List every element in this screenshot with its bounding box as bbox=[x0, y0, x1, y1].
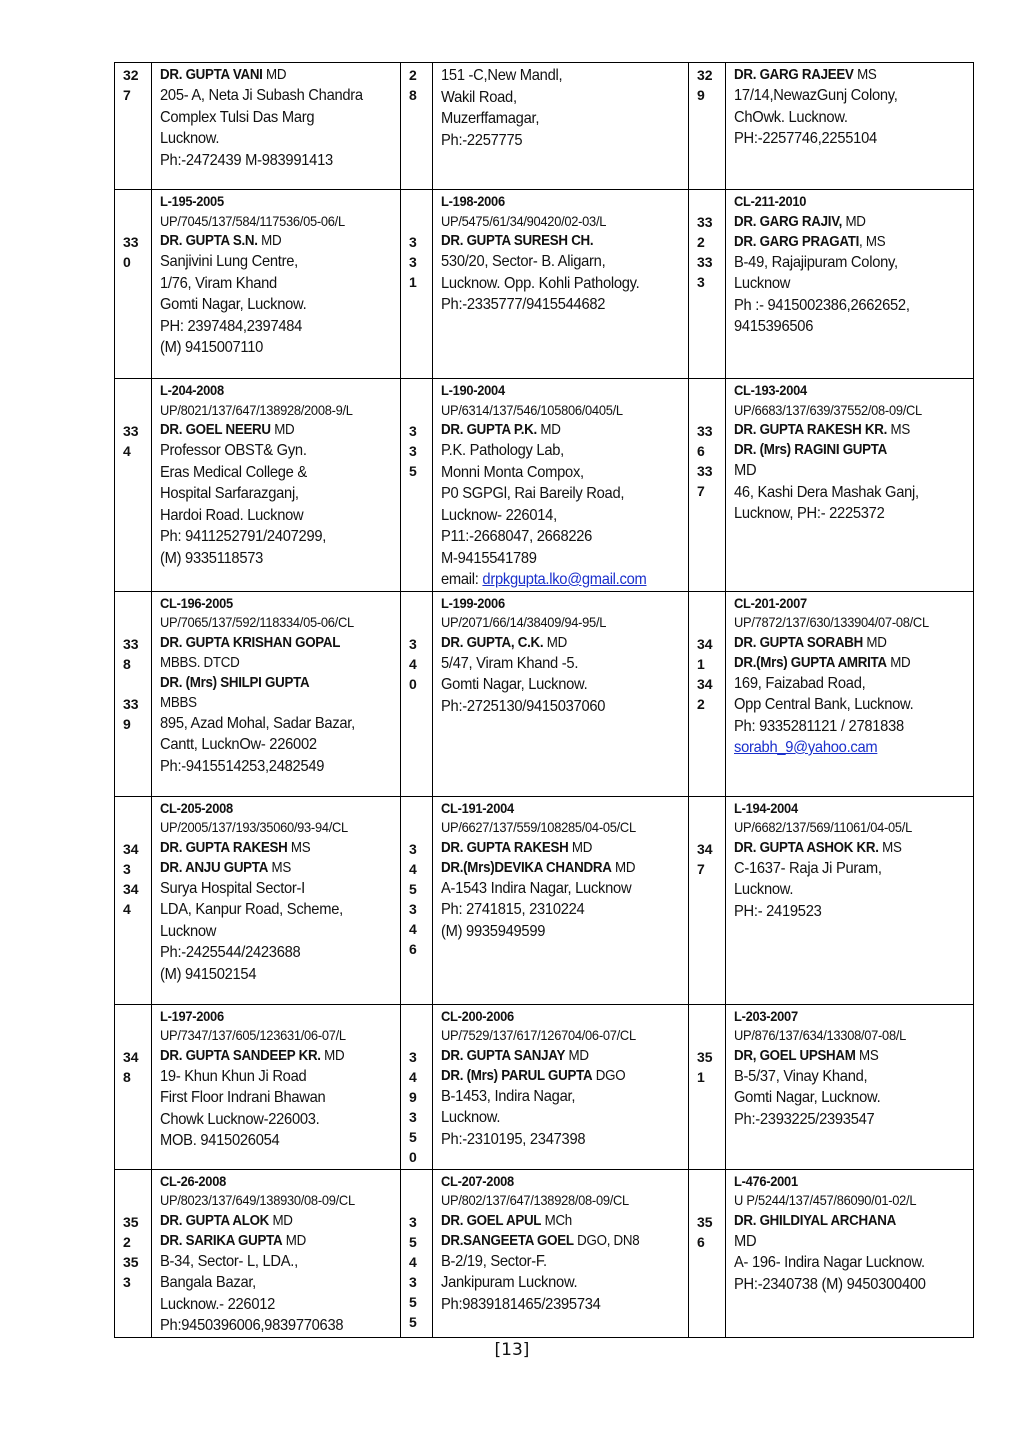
doctor-entry bbox=[433, 796, 689, 1004]
address-line: 169, Faizabad Road, bbox=[734, 674, 866, 692]
doctor-line bbox=[160, 1231, 394, 1251]
registration-number: CL-211-2010 bbox=[734, 193, 807, 209]
entry-content bbox=[441, 65, 682, 151]
doctor-line bbox=[441, 858, 682, 878]
doctor-degree: MD bbox=[536, 422, 561, 438]
doctor-degree: MD bbox=[282, 1232, 306, 1249]
entry-content bbox=[160, 381, 394, 569]
doctor-entry bbox=[433, 190, 689, 379]
address-line: Gomti Nagar, Lucknow. bbox=[441, 676, 588, 693]
address-line: 205- A, Neta Ji Subash Chandra bbox=[160, 87, 363, 104]
address-line: Eras Medical College & bbox=[160, 463, 307, 481]
doctor-line bbox=[160, 420, 394, 440]
doctor-degree: MS bbox=[853, 67, 877, 83]
email-line bbox=[734, 737, 967, 759]
doctor-line bbox=[441, 1211, 682, 1231]
entry-content bbox=[734, 381, 967, 525]
entry-content bbox=[441, 192, 682, 316]
page-number: [13] bbox=[494, 1340, 530, 1360]
address-line: 9415396506 bbox=[734, 318, 814, 335]
doctor-name: DR. GUPTA ASHOK KR. bbox=[734, 839, 879, 856]
doctor-degree: MS bbox=[268, 859, 291, 876]
qualification-line: MBBS bbox=[160, 694, 197, 711]
address-line: 1/76, Viram Khand bbox=[160, 274, 277, 292]
address-line: MD bbox=[734, 462, 757, 479]
address-line: Muzerffamagar, bbox=[441, 110, 540, 127]
doctor-entry bbox=[433, 1004, 689, 1169]
address-line: B-49, Rajajipuram Colony, bbox=[734, 253, 898, 271]
doctor-entry bbox=[726, 1169, 974, 1337]
address-line: Ph:-2257775 bbox=[441, 131, 523, 149]
address-line: (M) 9335118573 bbox=[160, 549, 264, 567]
address-line: Complex Tulsi Das Marg bbox=[160, 108, 315, 126]
table-row bbox=[115, 379, 974, 592]
doctor-directory-table bbox=[114, 62, 974, 1338]
doctor-line bbox=[160, 673, 394, 693]
address-line: Opp Central Bank, Lucknow. bbox=[734, 696, 914, 713]
doctor-degree: MD bbox=[320, 1047, 345, 1064]
serial-number: 3 3 5 bbox=[401, 379, 433, 592]
serial-number: 32 9 bbox=[689, 63, 726, 190]
doctor-name: DR.(Mrs) GUPTA AMRITA bbox=[734, 654, 887, 671]
registration-number: CL-201-2007 bbox=[734, 594, 807, 611]
entry-content bbox=[160, 192, 394, 359]
up-code: UP/7347/137/605/123631/06-07/L bbox=[160, 1027, 346, 1043]
doctor-entry bbox=[152, 190, 401, 379]
up-code: UP/2071/66/14/38409/94-95/L bbox=[441, 614, 607, 630]
address-line: Ph: 9335281121 / 2781838 bbox=[734, 717, 904, 735]
doctor-degree: MCh bbox=[541, 1212, 572, 1229]
registration-number: CL-191-2004 bbox=[441, 799, 514, 816]
doctor-degree: DGO bbox=[592, 1067, 626, 1084]
doctor-entry bbox=[726, 379, 974, 592]
address-line: P0 SGPGl, Rai Bareily Road, bbox=[441, 485, 625, 502]
up-code: UP/8021/137/647/138928/2008-9/L bbox=[160, 401, 353, 418]
doctor-entry bbox=[433, 1169, 689, 1337]
registration-number: CL-26-2008 bbox=[160, 1172, 226, 1189]
entry-content bbox=[441, 1172, 682, 1316]
table-row bbox=[115, 796, 974, 1004]
email-label: email: bbox=[441, 571, 483, 588]
address-line: (M) 9415007110 bbox=[160, 339, 264, 356]
table-row bbox=[115, 1169, 974, 1337]
doctor-degree: MD bbox=[270, 422, 295, 438]
address-line: (M) 941502154 bbox=[160, 965, 257, 983]
doctor-degree: MD bbox=[842, 213, 866, 230]
address-line: PH:-2340738 (M) 9450300400 bbox=[734, 1275, 926, 1293]
entry-content bbox=[441, 1007, 682, 1151]
doctor-name: DR. SARIKA GUPTA bbox=[160, 1232, 283, 1249]
registration-number: CL-193-2004 bbox=[734, 382, 807, 398]
doctor-entry bbox=[152, 796, 401, 1004]
doctor-degree: DGO, DN8 bbox=[573, 1232, 640, 1249]
address-line: Gomti Nagar, Lucknow. bbox=[160, 296, 307, 313]
address-line: First Floor Indrani Bhawan bbox=[160, 1089, 326, 1106]
registration-number: L-195-2005 bbox=[160, 193, 224, 209]
doctor-entry bbox=[152, 591, 401, 796]
up-code: UP/6314/137/546/105806/0405/L bbox=[441, 401, 623, 418]
doctor-degree: MD bbox=[886, 654, 911, 671]
address-line: PH:-2257746,2255104 bbox=[734, 130, 877, 147]
address-line: Gomti Nagar, Lucknow. bbox=[734, 1089, 881, 1106]
doctor-line bbox=[160, 1211, 394, 1231]
doctor-line bbox=[441, 633, 682, 653]
address-line: Ph:9450396006,9839770638 bbox=[160, 1317, 344, 1334]
address-line: Lucknow. Opp. Kohli Pathology. bbox=[441, 274, 640, 292]
table-row bbox=[115, 63, 974, 190]
address-line: B-34, Sector- L, LDA., bbox=[160, 1252, 298, 1270]
entry-content bbox=[160, 1007, 394, 1152]
qualification-line: MBBS. DTCD bbox=[160, 654, 240, 671]
doctor-name: DR. GUPTA RAKESH KR. bbox=[734, 422, 888, 438]
up-code: UP/876/137/634/13308/07-08/L bbox=[734, 1027, 907, 1043]
up-code: UP/2005/137/193/35060/93-94/CL bbox=[160, 819, 348, 835]
doctor-name: DR. (Mrs) SHILPI GUPTA bbox=[160, 674, 310, 691]
address-line: Lucknow. bbox=[734, 881, 794, 898]
doctor-name: DR. ANJU GUPTA bbox=[160, 859, 269, 876]
address-line: 46, Kashi Dera Mashak Ganj, bbox=[734, 483, 919, 501]
email-link[interactable]: sorabh_9@yahoo.cam bbox=[734, 739, 878, 756]
registration-number: L-204-2008 bbox=[160, 382, 224, 398]
doctor-degree: MD bbox=[262, 67, 287, 83]
doctor-entry bbox=[726, 190, 974, 379]
doctor-line bbox=[441, 231, 682, 251]
doctor-line bbox=[441, 420, 682, 440]
address-line: P11:-2668047, 2668226 bbox=[441, 528, 593, 545]
address-line: Wakil Road, bbox=[441, 88, 517, 106]
serial-number: 3 5 4 3 5 5 bbox=[401, 1169, 433, 1337]
up-code: UP/5475/61/34/90420/02-03/L bbox=[441, 212, 607, 229]
doctor-line bbox=[734, 653, 967, 673]
address-line: PH:- 2419523 bbox=[734, 902, 822, 920]
up-code: UP/8023/137/649/138930/08-09/CL bbox=[160, 1192, 355, 1208]
email-line bbox=[441, 569, 682, 591]
doctor-degree: MD bbox=[257, 233, 282, 249]
doctor-name: DR. GOEL NEERU bbox=[160, 422, 271, 438]
address-line: PH: 2397484,2397484 bbox=[160, 317, 303, 335]
serial-number: 2 8 bbox=[401, 63, 433, 190]
doctor-name: DR. GOEL APUL bbox=[441, 1212, 542, 1229]
doctor-name: DR. GUPTA, C.K. bbox=[441, 634, 544, 651]
doctor-degree: MS bbox=[878, 839, 902, 856]
registration-number: L-203-2007 bbox=[734, 1007, 798, 1024]
doctor-name: DR. GUPTA SANJAY bbox=[441, 1047, 566, 1064]
doctor-name: DR. GUPTA SORABH bbox=[734, 634, 863, 651]
doctor-line bbox=[734, 1046, 967, 1066]
address-line: M-9415541789 bbox=[441, 549, 537, 567]
entry-content bbox=[734, 1172, 967, 1296]
doctor-entry bbox=[433, 591, 689, 796]
serial-number: 34 1 34 2 bbox=[689, 591, 726, 796]
address-line: Surya Hospital Sector-I bbox=[160, 879, 306, 897]
address-line: Ph: 2741815, 2310224 bbox=[441, 901, 585, 918]
entry-content bbox=[441, 799, 682, 943]
doctor-line bbox=[160, 633, 394, 653]
address-line: MOB. 9415026054 bbox=[160, 1132, 280, 1149]
doctor-degree: MD bbox=[611, 859, 636, 876]
doctor-entry bbox=[726, 63, 974, 190]
address-line: Lucknow bbox=[160, 922, 217, 940]
serial-number: 34 8 bbox=[115, 1004, 152, 1169]
address-line: Ph: 9411252791/2407299, bbox=[160, 528, 327, 545]
entry-content bbox=[734, 799, 967, 923]
doctor-name: DR. GUPTA VANI bbox=[160, 67, 263, 83]
registration-number: L-476-2001 bbox=[734, 1172, 798, 1189]
entry-content bbox=[441, 594, 682, 718]
address-line: Ph :- 9415002386,2662652, bbox=[734, 296, 910, 314]
doctor-name: DR. (Mrs) RAGINI GUPTA bbox=[734, 442, 888, 458]
address-line: Jankipuram Lucknow. bbox=[441, 1274, 578, 1291]
doctor-entry bbox=[726, 1004, 974, 1169]
doctor-line bbox=[160, 1046, 394, 1066]
doctor-line bbox=[734, 212, 967, 232]
address-line: Bangala Bazar, bbox=[160, 1274, 256, 1291]
doctor-line bbox=[734, 440, 967, 460]
doctor-name: DR. GUPTA S.N. bbox=[160, 233, 258, 249]
address-line: Ph:-2335777/9415544682 bbox=[441, 296, 606, 313]
address-line: B-2/19, Sector-F. bbox=[441, 1252, 547, 1270]
doctor-name: DR. GARG RAJIV, bbox=[734, 213, 843, 230]
serial-number: 33 6 33 7 bbox=[689, 379, 726, 592]
entry-content bbox=[160, 65, 394, 171]
address-line: 5/47, Viram Khand -5. bbox=[441, 654, 579, 672]
serial-number: 33 2 33 3 bbox=[689, 190, 726, 379]
doctor-degree: MS bbox=[855, 1047, 879, 1064]
doctor-entry bbox=[433, 379, 689, 592]
registration-number: L-197-2006 bbox=[160, 1007, 224, 1024]
up-code: UP/802/137/647/138928/08-09/CL bbox=[441, 1192, 629, 1208]
address-line: 151 -C,New Mandl, bbox=[441, 67, 563, 84]
address-line: Lucknow. bbox=[441, 1109, 501, 1126]
address-line: Lucknow bbox=[734, 275, 791, 292]
doctor-entry bbox=[433, 63, 689, 190]
address-line: Cantt, LucknOw- 226002 bbox=[160, 736, 317, 753]
doctor-name: DR.(Mrs)DEVIKA CHANDRA bbox=[441, 859, 612, 876]
doctor-degree: MD bbox=[568, 839, 593, 856]
address-line: B-1453, Indira Nagar, bbox=[441, 1087, 576, 1105]
doctor-line bbox=[734, 1211, 967, 1231]
address-line: MD bbox=[734, 1232, 757, 1250]
address-line: P.K. Pathology Lab, bbox=[441, 442, 564, 459]
up-code: UP/7529/137/617/126704/06-07/CL bbox=[441, 1027, 636, 1043]
doctor-name: DR, GOEL UPSHAM bbox=[734, 1047, 856, 1064]
registration-number: L-190-2004 bbox=[441, 382, 505, 398]
address-line: 895, Azad Mohal, Sadar Bazar, bbox=[160, 714, 355, 732]
doctor-name: DR. GUPTA ALOK bbox=[160, 1212, 270, 1229]
doctor-line bbox=[734, 420, 967, 440]
address-line: Lucknow. bbox=[160, 130, 220, 147]
address-line: Hardoi Road. Lucknow bbox=[160, 506, 304, 524]
doctor-line bbox=[160, 231, 394, 251]
doctor-name: DR. GARG RAJEEV bbox=[734, 67, 854, 83]
address-line: Lucknow- 226014, bbox=[441, 506, 557, 524]
entry-content bbox=[160, 594, 394, 778]
serial-number: 34 3 34 4 bbox=[115, 796, 152, 1004]
registration-number: L-198-2006 bbox=[441, 193, 505, 209]
doctor-name: DR. GHILDIYAL ARCHANA bbox=[734, 1212, 896, 1229]
doctor-name: DR. GUPTA P.K. bbox=[441, 422, 537, 438]
registration-number: CL-207-2008 bbox=[441, 1172, 514, 1189]
address-line: Ph:-2310195, 2347398 bbox=[441, 1130, 586, 1148]
registration-number: CL-205-2008 bbox=[160, 799, 233, 816]
up-code: U P/5244/137/457/86090/01-02/L bbox=[734, 1192, 917, 1208]
address-line: Sanjivini Lung Centre, bbox=[160, 253, 298, 270]
serial-number: 3 4 0 bbox=[401, 591, 433, 796]
address-line: Monni Monta Compox, bbox=[441, 463, 584, 481]
entry-content bbox=[160, 1172, 394, 1337]
doctor-line bbox=[441, 1231, 682, 1251]
doctor-degree: MD bbox=[269, 1212, 293, 1229]
doctor-name: DR. GUPTA RAKESH bbox=[441, 839, 569, 856]
serial-number: 3 4 5 3 4 6 bbox=[401, 796, 433, 1004]
serial-number: 3 3 1 bbox=[401, 190, 433, 379]
address-line: Ph:9839181465/2395734 bbox=[441, 1295, 601, 1313]
registration-number: CL-196-2005 bbox=[160, 594, 233, 611]
doctor-line bbox=[734, 633, 967, 653]
entry-content bbox=[734, 65, 967, 150]
address-line: Ph:-2725130/9415037060 bbox=[441, 697, 606, 715]
address-line: A-1543 Indira Nagar, Lucknow bbox=[441, 879, 632, 897]
doctor-line bbox=[160, 858, 394, 878]
doctor-degree: MS bbox=[887, 422, 910, 438]
address-line: Hospital Sarfarazganj, bbox=[160, 485, 299, 502]
address-line: Ph:-9415514253,2482549 bbox=[160, 757, 325, 775]
serial-number: 35 6 bbox=[689, 1169, 726, 1337]
serial-number: 32 7 bbox=[115, 63, 152, 190]
address-line: 530/20, Sector- B. Aligarn, bbox=[441, 253, 606, 270]
doctor-entry bbox=[152, 1169, 401, 1337]
entry-content bbox=[160, 799, 394, 986]
serial-number: 35 1 bbox=[689, 1004, 726, 1169]
doctor-entry bbox=[152, 63, 401, 190]
doctor-name: DR. GUPTA RAKESH bbox=[160, 839, 288, 856]
doctor-line bbox=[441, 1046, 682, 1066]
doctor-line bbox=[734, 838, 967, 858]
doctor-degree: MD bbox=[543, 634, 567, 651]
doctor-line bbox=[734, 65, 967, 85]
address-line: Ph:-2393225/2393547 bbox=[734, 1110, 875, 1128]
registration-number: L-199-2006 bbox=[441, 594, 505, 611]
serial-number: 33 4 bbox=[115, 379, 152, 592]
doctor-degree: MS bbox=[287, 839, 311, 856]
entry-content bbox=[734, 1007, 967, 1131]
doctor-entry bbox=[726, 796, 974, 1004]
entry-content bbox=[734, 594, 967, 759]
doctor-entry bbox=[152, 1004, 401, 1169]
registration-number: CL-200-2006 bbox=[441, 1007, 514, 1024]
email-link[interactable]: drpkgupta.lko@gmail.com bbox=[482, 571, 647, 588]
table-row bbox=[115, 591, 974, 796]
doctor-degree: MD bbox=[862, 634, 887, 651]
directory-body bbox=[115, 63, 974, 1338]
address-line: C-1637- Raja Ji Puram, bbox=[734, 859, 882, 877]
address-line: Chowk Lucknow-226003. bbox=[160, 1110, 320, 1128]
address-line: Ph:-2425544/2423688 bbox=[160, 944, 301, 961]
doctor-name: DR. GUPTA KRISHAN GOPAL bbox=[160, 634, 341, 651]
address-line: Lucknow, PH:- 2225372 bbox=[734, 505, 885, 522]
address-line: Lucknow.- 226012 bbox=[160, 1295, 276, 1313]
serial-number: 3 4 9 3 5 0 bbox=[401, 1004, 433, 1169]
address-line: Ph:-2472439 M-983991413 bbox=[160, 151, 333, 169]
doctor-line bbox=[734, 232, 967, 252]
address-line: ChOwk. Lucknow. bbox=[734, 108, 848, 126]
doctor-line bbox=[441, 1066, 682, 1086]
table-row bbox=[115, 190, 974, 379]
up-code: UP/6682/137/569/11061/04-05/L bbox=[734, 819, 912, 835]
up-code: UP/7872/137/630/133904/07-08/CL bbox=[734, 614, 929, 630]
doctor-line bbox=[160, 65, 394, 85]
entry-content bbox=[734, 192, 967, 338]
doctor-degree: MD bbox=[565, 1047, 589, 1064]
registration-number: L-194-2004 bbox=[734, 799, 798, 816]
address-line: 17/14,NewazGunj Colony, bbox=[734, 87, 898, 104]
doctor-entry bbox=[152, 379, 401, 592]
up-code: UP/6627/137/559/108285/04-05/CL bbox=[441, 819, 636, 835]
doctor-name: DR. GUPTA SANDEEP KR. bbox=[160, 1047, 321, 1064]
up-code: UP/7065/137/592/118334/05-06/CL bbox=[160, 614, 354, 630]
entry-content bbox=[441, 381, 682, 591]
doctor-line bbox=[441, 838, 682, 858]
address-line: A- 196- Indira Nagar Lucknow. bbox=[734, 1254, 925, 1271]
address-line: 19- Khun Khun Ji Road bbox=[160, 1067, 307, 1085]
serial-number: 33 0 bbox=[115, 190, 152, 379]
address-line: Professor OBST& Gyn. bbox=[160, 442, 307, 459]
doctor-name: DR.SANGEETA GOEL bbox=[441, 1232, 574, 1249]
doctor-entry bbox=[726, 591, 974, 796]
address-line: (M) 9935949599 bbox=[441, 922, 546, 940]
doctor-name: DR. GUPTA SURESH CH. bbox=[441, 233, 594, 249]
doctor-name: DR. (Mrs) PARUL GUPTA bbox=[441, 1067, 593, 1084]
serial-number: 34 7 bbox=[689, 796, 726, 1004]
up-code: UP/7045/137/584/117536/05-06/L bbox=[160, 212, 345, 229]
serial-number: 35 2 35 3 bbox=[115, 1169, 152, 1337]
address-line: B-5/37, Vinay Khand, bbox=[734, 1067, 868, 1085]
doctor-degree: , MS bbox=[859, 233, 886, 250]
table-row bbox=[115, 1004, 974, 1169]
serial-number: 33 8 33 9 bbox=[115, 591, 152, 796]
address-line: LDA, Kanpur Road, Scheme, bbox=[160, 901, 343, 918]
up-code: UP/6683/137/639/37552/08-09/CL bbox=[734, 401, 922, 418]
doctor-name: DR. GARG PRAGATI bbox=[734, 233, 860, 250]
doctor-line bbox=[160, 838, 394, 858]
